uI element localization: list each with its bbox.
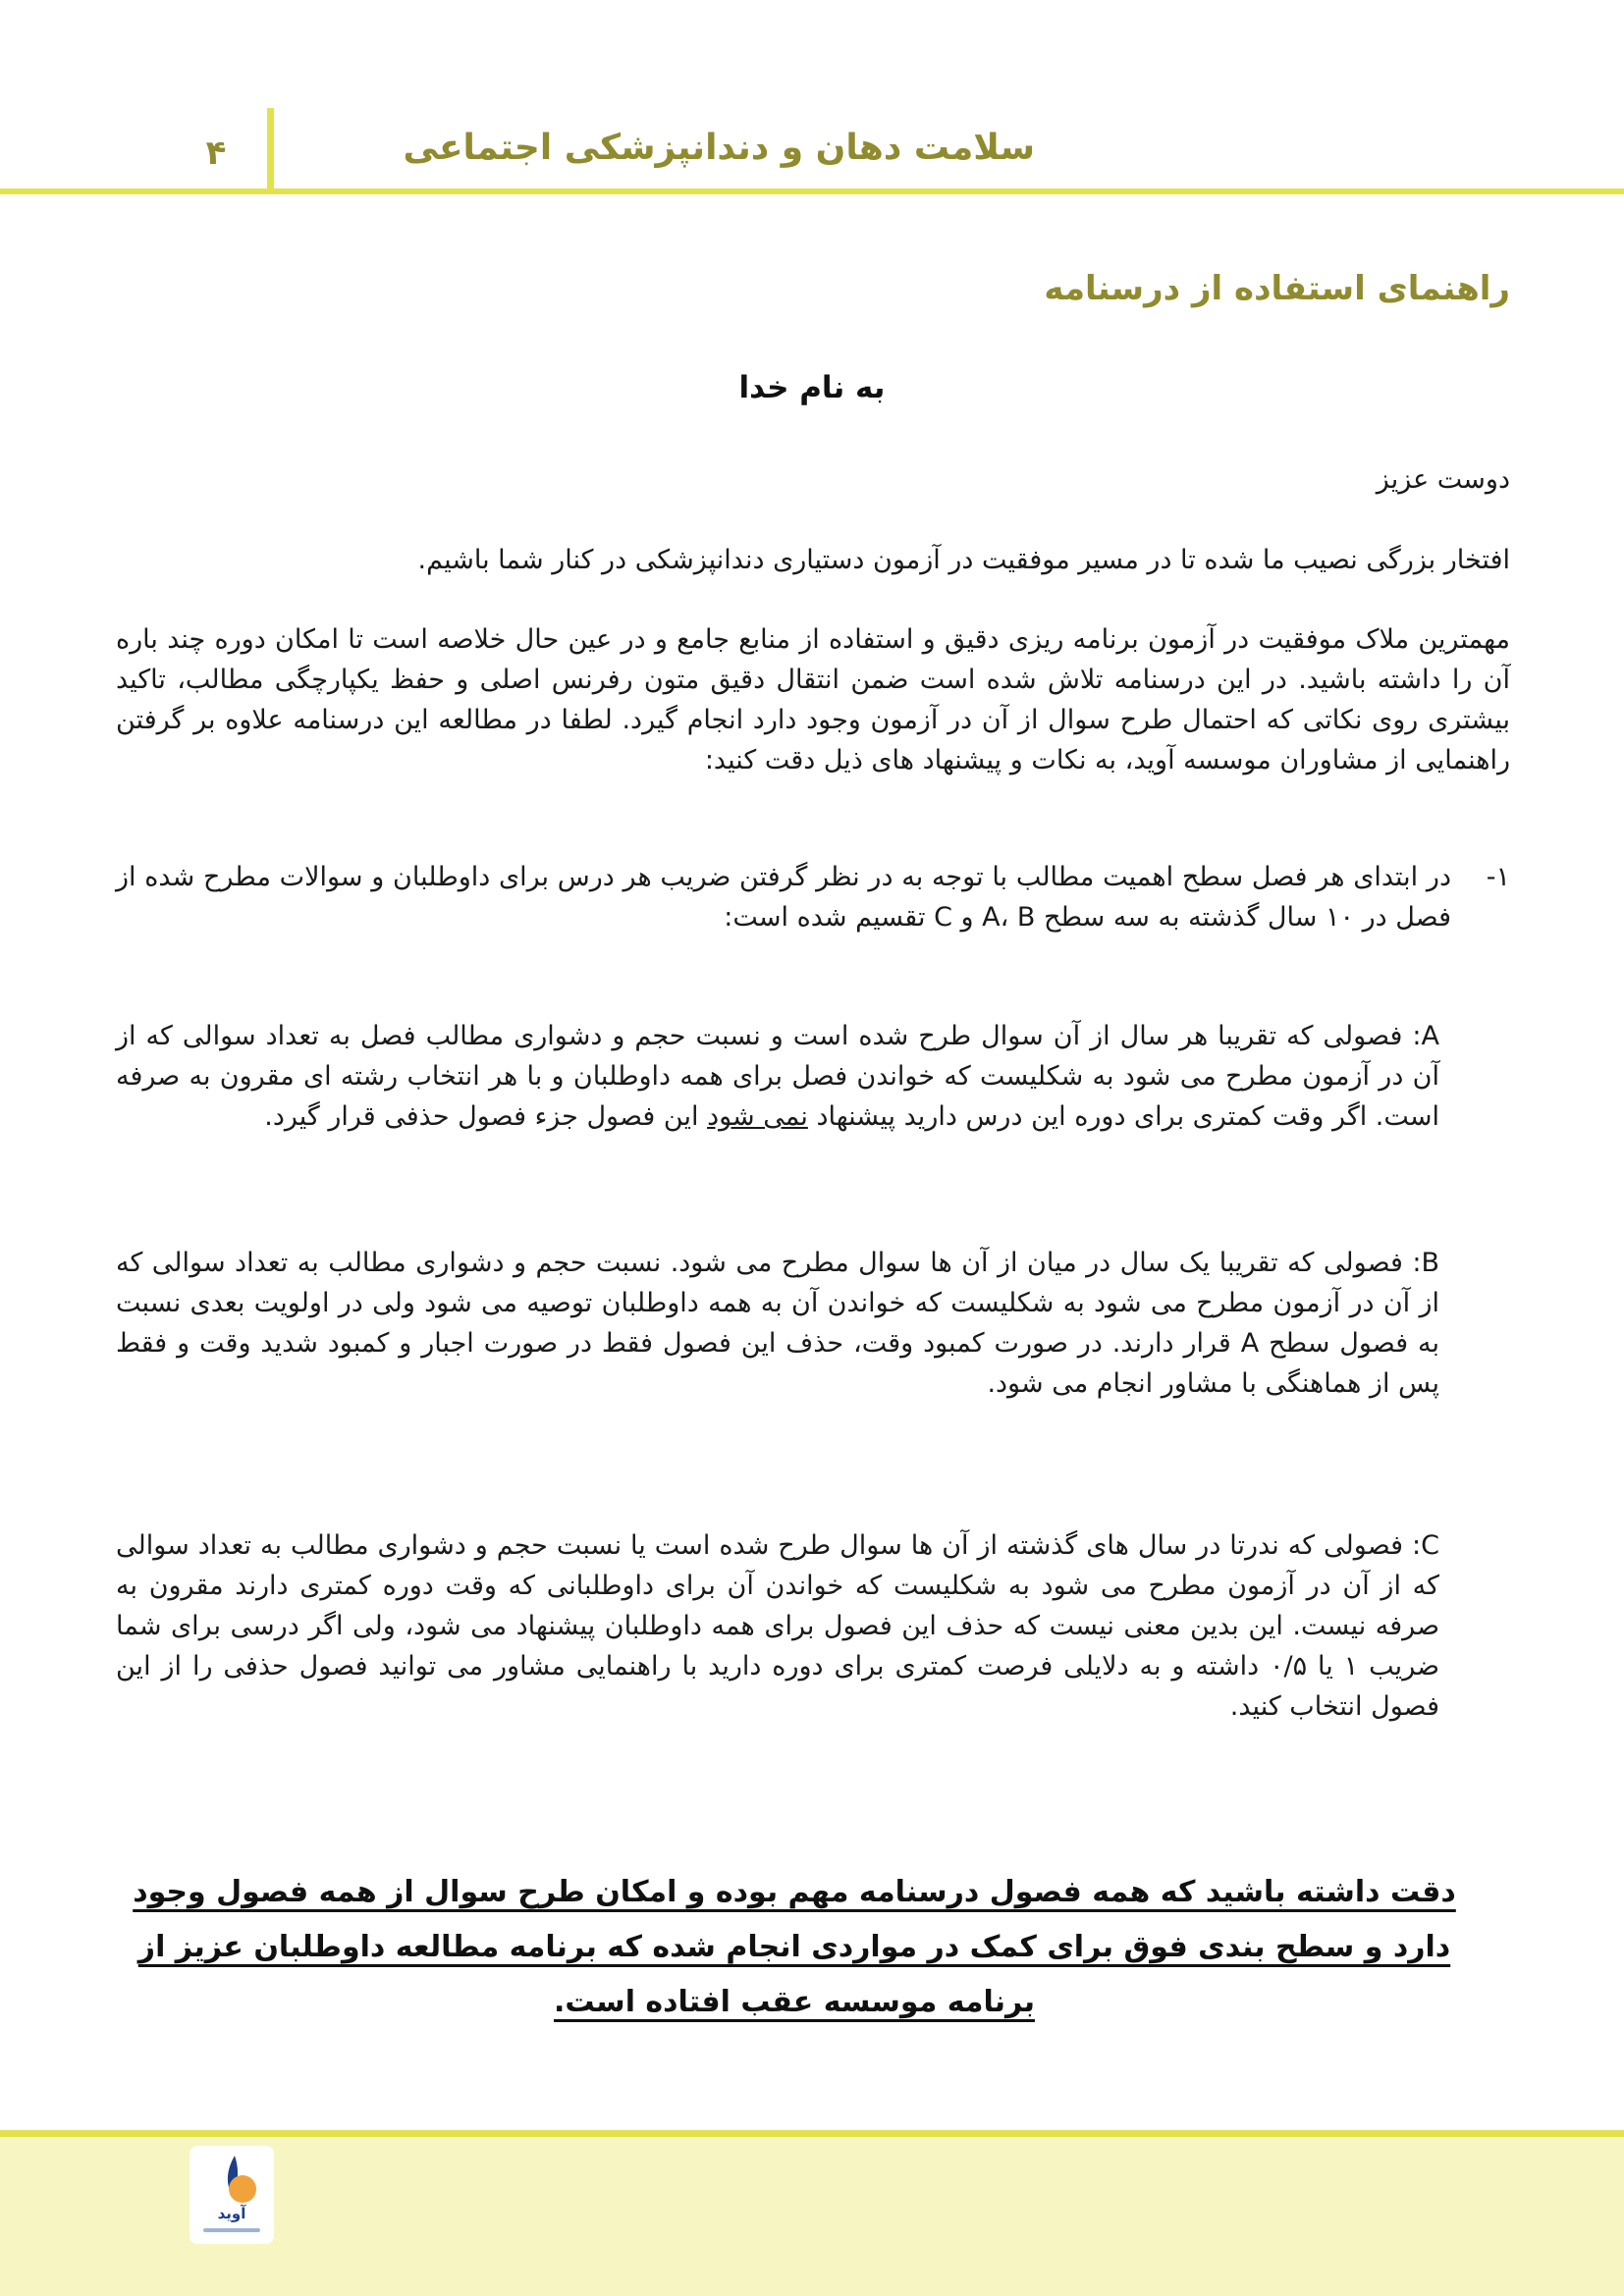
logo-tagline-bar <box>203 2228 260 2232</box>
header-rule <box>0 188 1624 194</box>
page-number: ۴ <box>205 133 227 173</box>
logo-text: آوید <box>217 2205 246 2222</box>
important-note <box>112 1865 1477 2030</box>
greeting: دوست عزیز <box>1376 464 1510 495</box>
running-title: سلامت دهان و دندانپزشکی اجتماعی <box>403 128 1035 168</box>
bismillah-heading: به نام خدا <box>738 370 886 405</box>
level-a-text-1: A: فصولی که تقریبا هر سال از آن سوال طرح شده است و نسبت حجم و دشواری مطالب فصل به تعداد سوالی که از آن در آزمون مطرح می شود به شکلیست که خواندن فصل برای همه داوطلبان و با هر انتخاب رشته ای مقرون به صرفه است. اگر وقت کمتری برای دوره این درس دارید پیشنهاد <box>116 1021 1439 1132</box>
level-b-paragraph: B: فصولی که تقریبا یک سال در میان از آن ها سوال مطرح می شود. نسبت حجم و دشواری مطالب به تعداد سوالی که از آن در آزمون مطرح می شود به شکلیست که خواندن آن به همه داوطلبان توصیه می شود ولی در اولویت بعدی نسبت به فصول سطح A قرار دارند. در صورت کمبود وقت، حذف این فصول فقط در صورت اجبار و کمبود شدید وقت و فقط پس از هماهنگی با مشاور انجام می شود. <box>116 1248 1439 1399</box>
footer-rule <box>0 2130 1624 2137</box>
important-note-text: دقت داشته باشید که همه فصول درسنامه مهم بوده و امکان طرح سوال از همه فصول وجود دارد و سطح بندی فوق برای کمک در مواردی انجام شده که برنامه مطالعه داوطلبان عزیز از برنامه موسسه عقب افتاده است. <box>133 1875 1456 2019</box>
list-item-text: در ابتدای هر فصل سطح اهمیت مطالب با توجه به در نظر گرفتن ضریب هر درس برای داوطلبان و سوالات مطرح شده از فصل در ۱۰ سال گذشته به سه سطح A، B و C تقسیم شده است: <box>116 862 1451 933</box>
list-item-1 <box>116 857 1510 937</box>
level-a-paragraph <box>116 1016 1439 1137</box>
intro-paragraph-2: مهمترین ملاک موفقیت در آزمون برنامه ریزی دقیق و استفاده از منابع جامع و در عین حال خلاصه است تا امکان دوره چند باره آن را داشته باشید. در این درسنامه تلاش شده است ضمن انتقال دقیق متون رفرنس اصلی و حفظ یکپارچگی مطالب، تاکید بیشتری روی نکاتی که احتمال طرح سوال از آن در آزمون وجود دارد انجام گیرد. لطفا در مطالعه این درسنامه علاوه بر گرفتن راهنمایی از مشاوران موسسه آوید، به نکات و پیشنهاد های ذیل دقت کنید: <box>116 624 1510 775</box>
level-c-paragraph: C: فصولی که ندرتا در سال های گذشته از آن ها سوال طرح شده است یا نسبت حجم و دشواری مطالب به تعداد سوالی که از آن در آزمون مطرح می شود به شکلیست که خواندن آن برای داوطلبانی که وقت دوره کمتری دارند مقرون به صرفه نیست. این بدین معنی نیست که حذف این فصول برای همه داوطلبان پیشنهاد می شود، ولی اگر درسی برای شما ضریب ۱ یا ۰/۵ داشته و به دلایلی فرصت کمتری برای دوره دارید با راهنمایی مشاور می توانید فصول حذفی را از این فصول انتخاب کنید. <box>116 1530 1440 1722</box>
list-item-number: ۱- <box>1486 862 1510 892</box>
logo-orange-circle <box>229 2175 256 2203</box>
level-a-underlined: نمی شود <box>707 1101 808 1132</box>
avid-logo-icon <box>189 2146 274 2244</box>
header-divider <box>267 108 274 194</box>
level-a-text-2: این فصول جزء فصول حذفی قرار گیرد. <box>264 1101 708 1132</box>
section-title: راهنمای استفاده از درسنامه <box>1044 269 1510 308</box>
intro-paragraph-1: افتخار بزرگی نصیب ما شده تا در مسیر موفقیت در آزمون دستیاری دندانپزشکی در کنار شما باشیم. <box>417 545 1510 575</box>
